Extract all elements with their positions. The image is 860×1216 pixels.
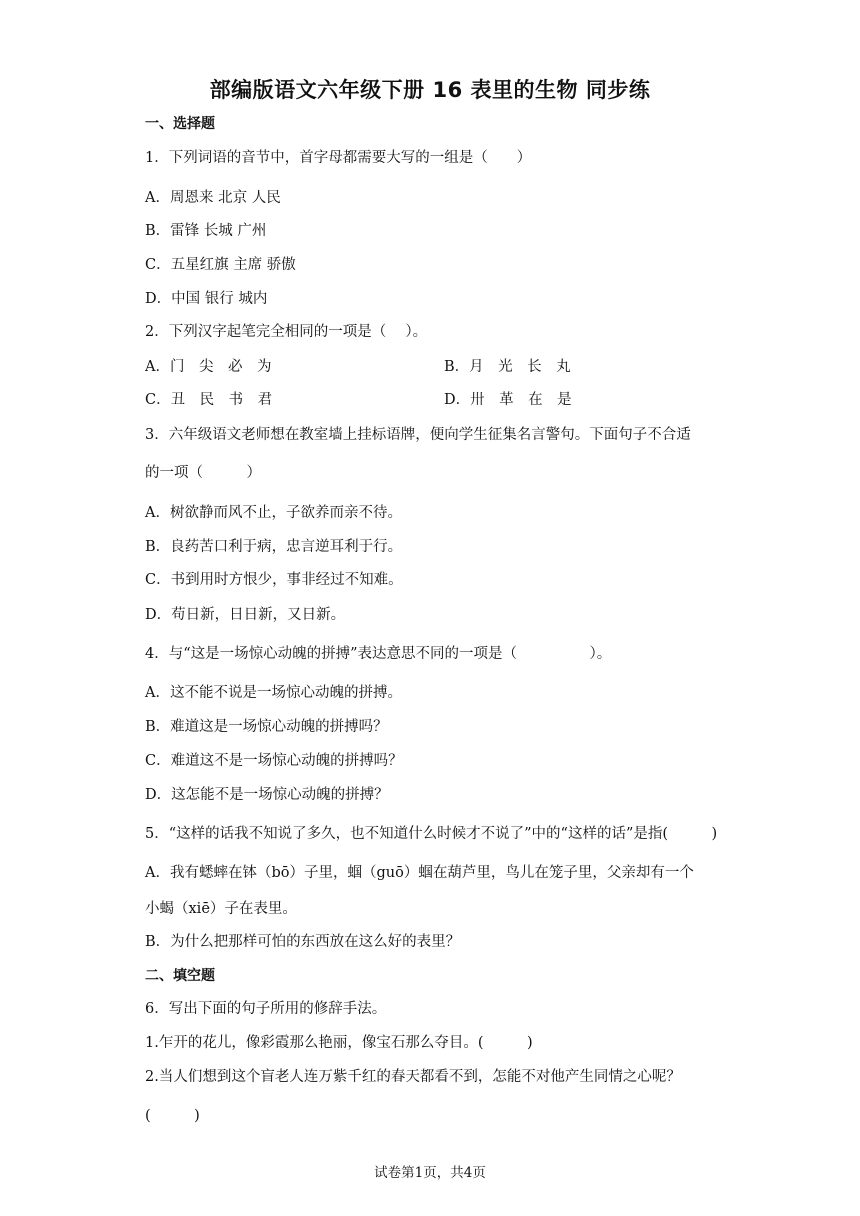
question-4-option-a: A．这不能不说是一场惊心动魄的拼搏。 [145,685,402,701]
question-5-option-a-line-1: A．我有蟋蟀在钵（bō）子里，蝈（guō）蝈在葫芦里，鸟儿在笼子里，父亲却有一个 [145,865,694,881]
question-1-option-b: B．雷锋 长城 广州 [145,223,267,239]
question-2-stem: 2．下列汉字起笔完全相同的一项是（ ）。 [145,324,428,340]
page-title: 部编版语文六年级下册 16 表里的生物 同步练 [209,78,651,102]
question-1-stem: 1．下列词语的音节中，首字母都需要大写的一组是（ ） [145,150,532,166]
section-heading-choice: 一、选择题 [145,116,215,132]
question-3-stem-line-2: 的一项（ ） [145,465,261,481]
question-3-option-a: A．树欲静而风不止，子欲养而亲不待。 [145,505,402,521]
question-6-item-1: 1.乍开的花儿，像彩霞那么艳丽，像宝石那么夺目。( ) [145,1035,533,1051]
question-4-option-b: B．难道这是一场惊心动魄的拼搏吗？ [145,719,388,735]
question-6-stem: 6．写出下面的句子所用的修辞手法。 [145,1001,387,1017]
question-3-option-b: B．良药苦口利于病，忠言逆耳利于行。 [145,539,403,555]
question-5-option-b: B．为什么把那样可怕的东西放在这么好的表里？ [145,934,461,950]
question-4-option-d: D．这怎能不是一场惊心动魄的拼搏？ [145,787,389,803]
question-1-option-d: D．中国 银行 城内 [145,291,268,307]
question-3-stem-line-1: 3．六年级语文老师想在教室墙上挂标语牌，便向学生征集名言警句。下面句子不合适 [145,427,691,443]
question-2-option-b: B．月 光 长 丸 [444,359,571,375]
question-5-stem: 5．“这样的话我不知说了多久，也不知道什么时候才不说了”中的“这样的话”是指( ) [145,826,718,842]
question-3-option-c: C．书到用时方恨少，事非经过不知难。 [145,572,403,588]
question-3-option-d: D．苟日新，日日新，又日新。 [145,607,346,623]
question-6-item-2-blank: ( ) [145,1108,200,1124]
question-4-stem: 4．与“这是一场惊心动魄的拼搏”表达意思不同的一项是（ ）。 [145,646,612,662]
question-2-option-d: D．卅 革 在 是 [444,392,572,408]
question-4-option-c: C．难道这不是一场惊心动魄的拼搏吗？ [145,753,403,769]
section-heading-fill: 二、填空题 [145,968,215,984]
question-5-option-a-line-2: 小蝎（xiē）子在表里。 [145,901,297,917]
page-footer: 试卷第1页，共4页 [374,1165,486,1181]
question-6-item-2: 2.当人们想到这个盲老人连万紫千红的春天都看不到，怎能不对他产生同情之心呢？ [145,1069,681,1085]
question-1-option-a: A．周恩来 北京 人民 [145,190,281,206]
question-1-option-c: C．五星红旗 主席 骄傲 [145,257,296,273]
question-2-option-c: C．丑 民 书 君 [145,392,273,408]
question-2-option-a: A．门 尖 必 为 [145,359,272,375]
